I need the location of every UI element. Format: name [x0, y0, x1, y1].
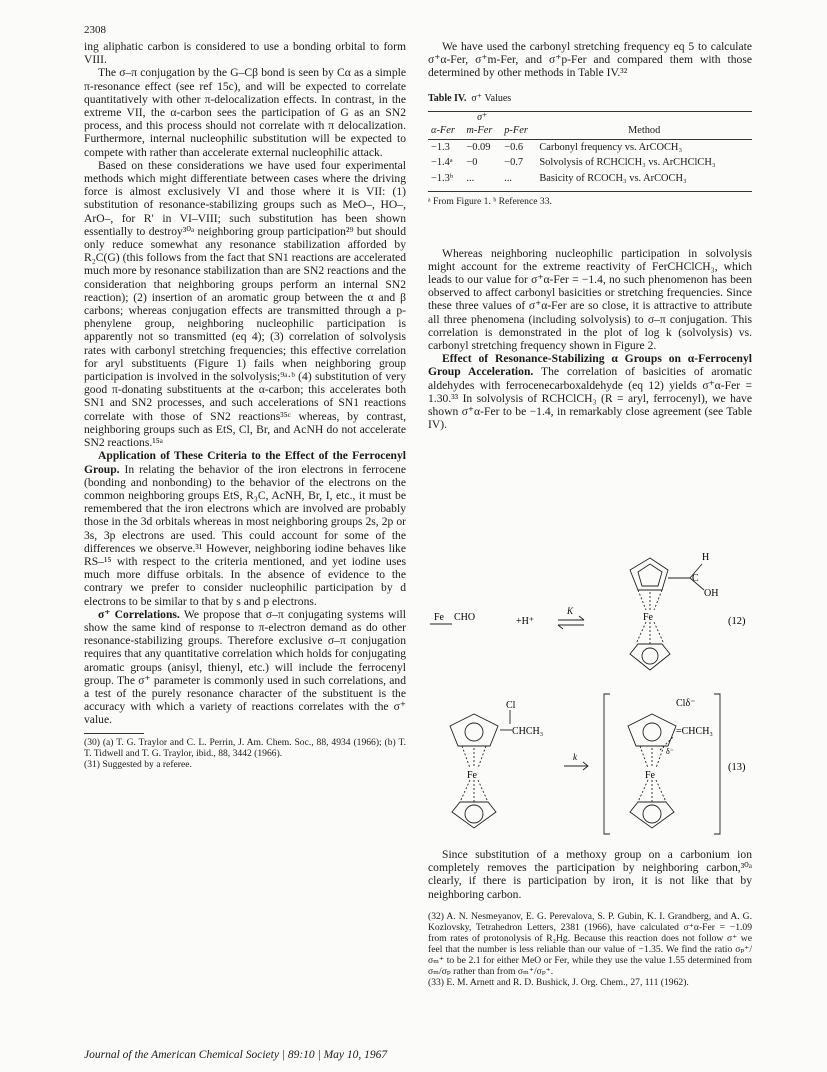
- sigma-values-table: [428, 111, 752, 187]
- eq13-product-delta: δ⁻: [666, 747, 674, 756]
- eq12-product-oh: OH: [704, 588, 719, 599]
- eq13-reactant-chch3: CHCH₃: [512, 726, 544, 737]
- left-paragraph-2: The σ–π conjugation by the G–Cβ bond is seen by Cα as a simple π-resonance effect (see ref 15c), and will be expected to correlate quantitatively with other π-delocalization effects. In contrast, in the extreme VII, the α-carbon sees the participation of G as an SN2 process, and this process should not correlate with π delocalization. Furthermore, internal nucleophilic substitution will be expected to compete with rather than accelerate external nucleophilic attack.: [84, 66, 406, 159]
- eq12-product-c: C: [692, 573, 699, 584]
- table-row: [428, 139, 752, 155]
- table-footnote: ᵃ From Figure 1. ᵇ Reference 33.: [428, 191, 752, 208]
- table-header-meta: m-Fer: [463, 123, 501, 139]
- section-heading-resonance: Effect of Resonance-Stabilizing α Groups on α-Ferrocenyl Group Acceleration.: [428, 352, 752, 379]
- right-column: [428, 40, 752, 431]
- eq12-arrow-label: K: [567, 606, 574, 616]
- table-header-para: p-Fer: [501, 123, 536, 139]
- table-header-alpha: α-Fer: [428, 123, 463, 139]
- table-cell: Carbonyl frequency vs. ArCOCH₃: [539, 141, 683, 153]
- product-bottom-cp: [630, 802, 674, 828]
- table-title-text: σ⁺ Values: [471, 92, 512, 104]
- right-paragraph-1: We have used the carbonyl stretching frequency eq 5 to calculate σ⁺α-Fer, σ⁺m-Fer, and σ⁺p-Fer and compared them with those determined by other methods in Table IV.³²: [428, 40, 752, 80]
- journal-footer: Journal of the American Chemical Society | 89:10 | May 10, 1967: [84, 1049, 388, 1061]
- eq12-product-fe: Fe: [643, 612, 653, 623]
- table-cell: −0: [466, 157, 478, 169]
- eq12-reactant-fe: Fe: [434, 612, 444, 623]
- equation-12-diagram: [428, 548, 758, 690]
- table-title-label: Table IV.: [428, 92, 467, 104]
- top-cp-inner: [638, 564, 662, 586]
- eq13-reactant-fe: Fe: [467, 770, 477, 781]
- table-row: [428, 171, 752, 187]
- left-paragraph-4: [84, 449, 406, 607]
- table-header-method: Method: [536, 123, 752, 139]
- footnote-33: (33) E. M. Arnett and R. D. Bushick, J. Org. Chem., 27, 111 (1962).: [428, 976, 689, 988]
- right-paragraph-3: [428, 352, 752, 431]
- table-title: [428, 92, 752, 105]
- eq12-reactant-cho: CHO: [454, 612, 476, 623]
- footnote-31: (31) Suggested by a referee.: [84, 758, 192, 770]
- left-bracket: [604, 694, 610, 834]
- table-cell: −1.3: [431, 141, 450, 153]
- table-cell: Solvolysis of RCHClCH₃ vs. ArCHClCH₃: [539, 157, 716, 169]
- eq13-product-cl: Clδ⁻: [676, 698, 696, 709]
- eq13-reactant-cl: Cl: [506, 700, 516, 711]
- footnote-30: (30) (a) T. G. Traylor and C. L. Perrin, J. Am. Chem. Soc., 88, 4934 (1966); (b) T. T. Tidwell and T. G. Traylor, ibid., 88, 3442 (1966).: [84, 736, 406, 759]
- table-row: [428, 155, 752, 171]
- page-number: 2308: [84, 24, 106, 36]
- right-column-bottom: [428, 848, 752, 988]
- footnote-32: (32) A. N. Nesmeyanov, E. G. Perevalova, S. P. Gubin, K. I. Grandberg, and A. G. Kozlovsky, Tetrahedron Letters, 2381 (1966), have calculated σ⁺α-Fer = −1.09 from rates of protonolysis of R₂Hg. Because this reaction does not follow σ⁺ we feel that the number is less reliable than our value of −1.35. We find the ratio σₚ⁺/σₘ⁺ to be 2.1 for either MeO or Fer, while they use the value 1.55 determined from σₘ/σₚ rather than from σₘ⁺/σₚ⁺.: [428, 910, 752, 977]
- section-heading-sigma-correlations: σ⁺ Correlations.: [98, 607, 180, 621]
- right-paragraph-2: Whereas neighboring nucleophilic participation in solvolysis might account for the extreme reactivity of FerCHClCH₃, which leads to our value for σ⁺α-Fer = −1.4, no such phenomenon has been observed to affect carbonyl basicities or stretching frequencies. Since these three values of σ⁺α-Fer are so close, it is attractive to attribute all three phenomena (including solvolysis) to σ–π conjugation. This correlation is demonstrated in the plot of log k (solvolysis) vs. carbonyl stretching frequency shown in Figure 2.: [428, 246, 752, 352]
- product-bottom-cp-inner: [643, 805, 661, 823]
- eq13-arrow-label: k: [573, 752, 577, 762]
- left-paragraph-5: [84, 608, 406, 727]
- table-cell: ...: [466, 172, 475, 184]
- reactant-top-cp-inner: [465, 723, 483, 741]
- left-column: [84, 40, 406, 770]
- reactant-bottom-cp: [452, 802, 496, 828]
- left-paragraph-5-body: We propose that σ–π conjugating systems will show the same kind of response to π-electron demand as do other resonance-stabilizing groups. Therefore exclusive σ–π conjugation requires that any quantitative correlation which holds for conjugating aromatic groups (anisyl, thienyl, etc.) will include the ferrocenyl group. The σ⁺ parameter is commonly used in such correlations, and a test of the purely resonance character of the substituent is the accuracy with which a variety of reactions correlates with the σ⁺ value.: [84, 607, 406, 727]
- left-paragraph-1: ing aliphatic carbon is considered to use a bonding orbital to form VIII.: [84, 40, 406, 67]
- equation-13-diagram: [428, 690, 758, 838]
- product-top-cp-inner: [643, 723, 661, 741]
- arrow-back-head: [558, 625, 563, 629]
- section-heading-ferrocenyl: Application of These Criteria to the Effect of the Ferrocenyl Group.: [84, 449, 406, 476]
- table-cell: −0.09: [466, 141, 491, 153]
- arrow-forward-head: [579, 616, 584, 620]
- eq12-plus-proton: +H⁺: [516, 616, 535, 627]
- table-cell: −0.7: [504, 157, 524, 169]
- table-cell: −1.3ᵇ: [431, 172, 454, 184]
- reactant-bottom-cp-inner: [465, 805, 483, 823]
- eq13-label: (13): [728, 762, 746, 773]
- right-paragraph-4: Since substitution of a methoxy group on a carbonium ion completely removes the participation by neighboring carbon,³⁰ᵃ clearly, if there is participation by iron, it is not like that by neighboring carbon.: [428, 848, 752, 901]
- left-paragraph-4-body: In relating the behavior of the iron electrons in ferrocene (bonding and nonbonding) to the behavior of the electrons on the common neighboring groups EtS, R₃C, AcNH, Br, I, etc., it must be remembered that the iron electrons which are involved are probably those in the 3d orbitals whereas in most neighboring groups 2s, 2p or 3s, 3p electrons are used. This could account for some of the differences we observe.³¹ However, neighboring iodine behaves like RS–¹⁵ with respect to the criteria mentioned, and yet iodine uses much more diffuse orbitals. In the absence of evidence to the contrary we prefer to consider nucleophilic participation by d electrons to be similar to that by s and p electrons.: [84, 462, 406, 608]
- table-cell: −0.6: [504, 141, 524, 153]
- eq13-product-fe: Fe: [645, 770, 655, 781]
- top-cp-ring: [630, 558, 668, 590]
- table-span-header: σ⁺: [477, 111, 488, 123]
- right-bracket: [714, 694, 720, 834]
- table-cell: ...: [504, 172, 513, 184]
- right-paragraph-3-body: The correlation of basicities of aromatic aldehydes with ferrocenecarboxaldehyde (eq 12) yields σ⁺α-Fer = 1.30.³³ In solvolysis of RCHClCH₃ (R = aryl, ferrocenyl), we have shown σ⁺α-Fer to be −1.4, in remarkably close agreement (see Table IV).: [428, 365, 752, 432]
- eq12-product-h: H: [702, 552, 710, 563]
- table-cell: −1.4ᵃ: [431, 157, 453, 169]
- left-paragraph-3: Based on these considerations we have used four experimental methods which might differentiate between cases where the driving force is almost exclusively VI and those where it is VII: (1) substitution of resonance-stabilizing groups such as MeO–, HO–, ArO–, for R′ in VI–VIII; such substitution has been shown essentially to destroy³⁰ᵃ neighboring group participation²⁹ but should only reduce somewhat any resonance stabilization afforded by R₂C(G) (this follows from the fact that SN1 reactions are accelerated much more by resonance stabilization than are SN2 reactions and the consideration that neighboring groups perform an internal SN2 reaction); (2) insertion of an aromatic group between the α and β carbons; whereas conjugation effects are transmitted through a p-phenylene group, neighboring nucleophilic participation is apparently not so transmitted (eq 4); (3) correlation of solvolysis rates with carbonyl stretching frequencies; this effective correlation for aryl substituents (Figure 1) fails when neighboring group participation is involved in the solvolysis;⁹ᵃ·ᵇ (4) substitution of very good π-donating substituents at the α-carbon; this accelerates both SN1 and SN2 processes, and such accelerations of SN1 reactions correlate with those of SN2 reactions³⁵ᶜ whereas, by contrast, neighboring groups such as EtS, Cl, Br, and AcNH do not accelerate SN2 reactions.¹⁵ᵃ: [84, 158, 406, 450]
- bottom-cp-inner: [642, 648, 658, 664]
- table-cell: Basicity of RCOCH₃ vs. ArCOCH₃: [539, 172, 687, 184]
- eq12-label: (12): [728, 616, 746, 627]
- footnote-rule-left: [84, 733, 144, 734]
- eq13-product-chch3: =CHCH₃: [676, 726, 713, 737]
